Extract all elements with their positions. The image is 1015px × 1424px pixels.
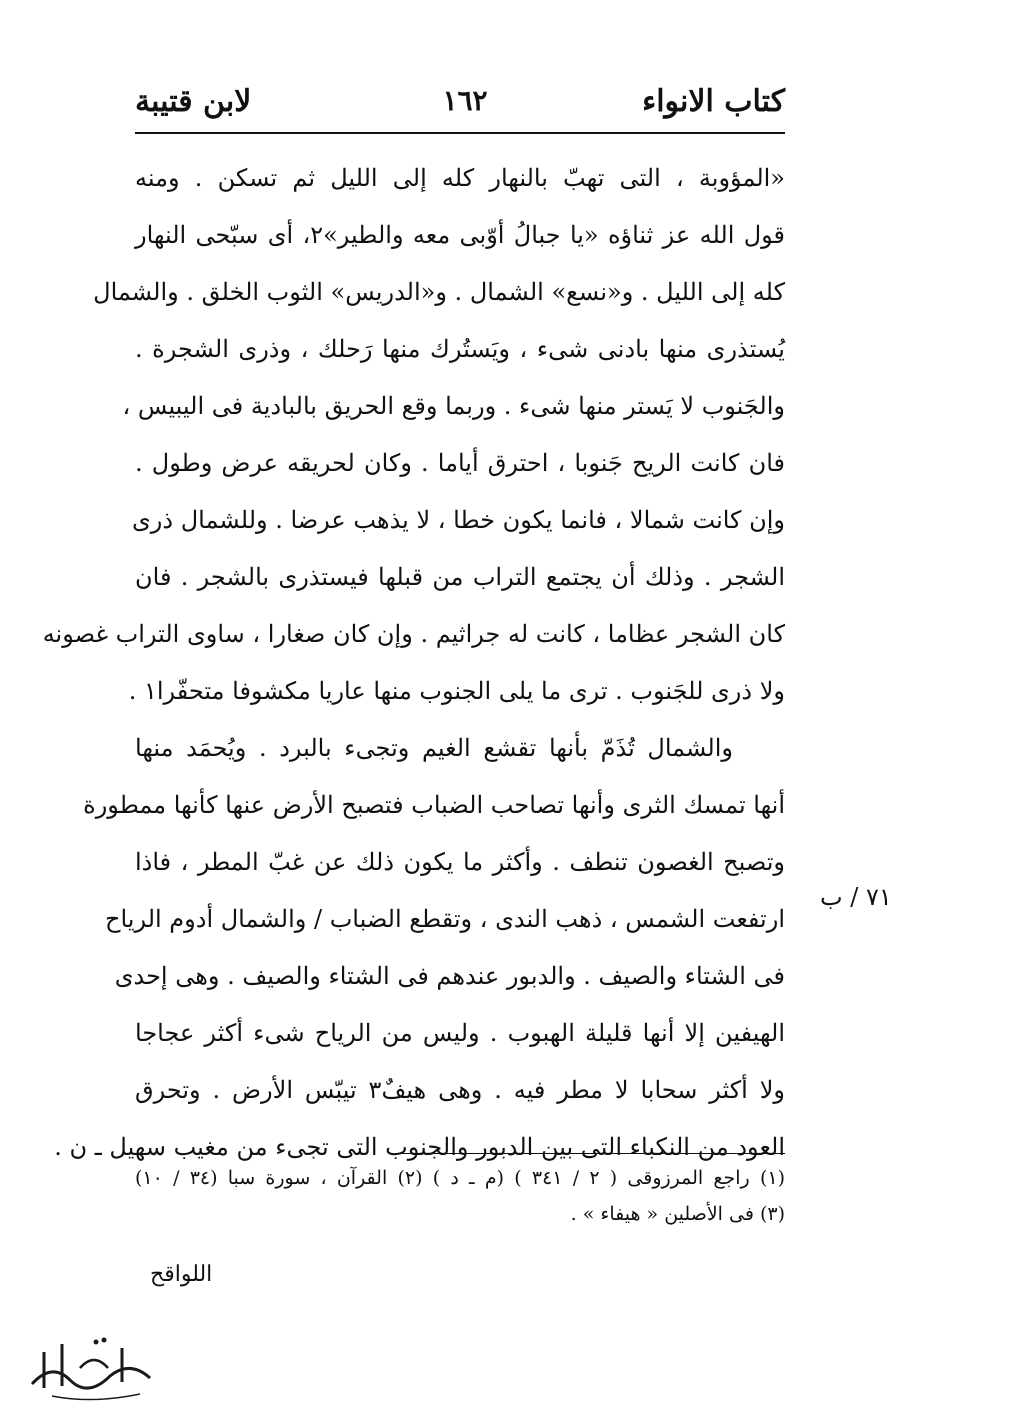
text-line: أنها تمسك الثرى وأنها تصاحب الضباب فتصبح الأرض عنها كأنها ممطورة bbox=[83, 791, 785, 819]
author-name: لابن قتيبة bbox=[135, 84, 252, 119]
text-line: وتصبح الغصون تنطف . وأكثر ما يكون ذلك عن غبّ المطر ، فاذا bbox=[135, 848, 785, 876]
text-line: الشجر . وذلك أن يجتمع التراب من قبلها فيستذرى بالشجر . فان bbox=[135, 563, 785, 591]
text-line: كله إلى الليل . و«نسع» الشمال . و«الدريس» الثوب الخلق . والشمال bbox=[93, 278, 785, 306]
text-line: فى الشتاء والصيف . والدبور عندهم فى الشتاء والصيف . وهى إحدى bbox=[114, 962, 785, 990]
catchword: اللواقح bbox=[150, 1262, 213, 1287]
book-title: كتاب الانواء bbox=[642, 84, 785, 119]
page-header bbox=[135, 78, 785, 128]
body-text bbox=[42, 150, 786, 1176]
text-line: كان الشجر عظاما ، كانت له جراثيم . وإن كان صغارا ، ساوى التراب غصونه bbox=[42, 620, 785, 648]
text-line: ولا ذرى للجَنوب . ترى ما يلى الجنوب منها عاريا مكشوفا متحفّرا١ . bbox=[128, 677, 785, 705]
text-line: والجَنوب لا يَستر منها شىء . وربما وقع الحريق بالبادية فى اليبيس ، bbox=[122, 392, 785, 420]
text-line: يُستذرى منها بادنى شىء ، ويَستُرك منها رَحلك ، وذرى الشجرة . bbox=[135, 335, 785, 363]
calligraphy-stamp-logo bbox=[22, 1322, 162, 1410]
footnote-line: (١) راجع المرزوقى ( ٢ / ٣٤١ ) (م ـ د ) (٢) القرآن ، سورة سبا (٣٤ / ١٠) bbox=[135, 1167, 786, 1189]
footnote-rule bbox=[395, 1153, 785, 1154]
text-line: ارتفعت الشمس ، ذهب الندى ، وتقطع الضباب / والشمال أدوم الرياح bbox=[104, 905, 785, 933]
text-line: الهيفين إلا أنها قليلة الهبوب . وليس من الرياح شىء أكثر عجاجا bbox=[135, 1019, 785, 1047]
text-line: قول الله عز ثناؤه «يا جبالُ أوّبى معه والطير»٢، أى سبّحى النهار bbox=[135, 221, 786, 249]
text-line: ولا أكثر سحابا لا مطر فيه . وهى هيفٌ٣ تيبّس الأرض . وتحرق bbox=[135, 1076, 785, 1104]
footnotes bbox=[135, 1160, 785, 1232]
text-line: فان كانت الريح جَنوبا ، احترق أياما . وكان لحريقه عرض وطول . bbox=[135, 449, 785, 477]
text-line: العود من النكباء التى بين الدبور والجنوب التى تجىء من مغيب سهيل ـ ن . bbox=[54, 1133, 785, 1161]
footnote-line: (٣) فى الأصلين « هيفاء » . bbox=[570, 1203, 785, 1225]
text-line-paragraph-start: والشمال تُذَمّ بأنها تقشع الغيم وتجىء بالبرد . ويُحمَد منها bbox=[135, 734, 733, 762]
header-rule bbox=[135, 132, 785, 134]
text-line: «المؤوبة ، التى تهبّ بالنهار كله إلى الليل ثم تسكن . ومنه bbox=[135, 164, 785, 192]
folio-margin-note: ٧١ / ب bbox=[820, 883, 892, 911]
text-line: وإن كانت شمالا ، فانما يكون خطا ، لا يذهب عرضا . وللشمال ذرى bbox=[132, 506, 785, 534]
page-number: ١٦٢ bbox=[442, 84, 488, 117]
